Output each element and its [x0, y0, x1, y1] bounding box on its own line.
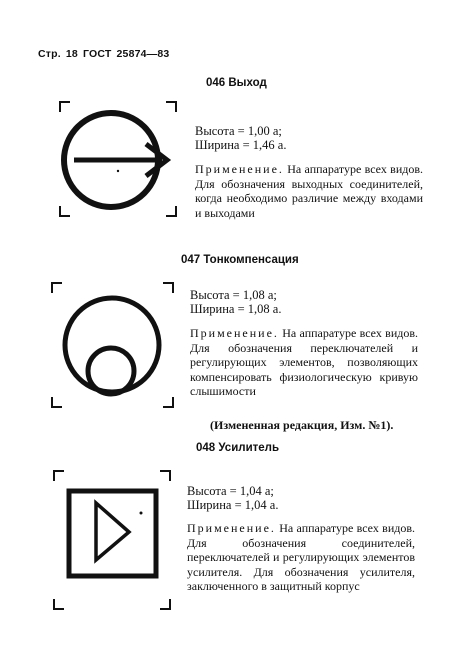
corner-mark-top-right: [160, 471, 170, 481]
corner-mark-top-left: [54, 471, 64, 481]
symbol-047-edit-note: (Измененная редакция, Изм. №1).: [210, 418, 394, 432]
symbol-048-width: Ширина = 1,04 а.: [187, 498, 279, 512]
symbol-048-usage: [187, 521, 415, 594]
usage-text: На аппаратуре всех видов. Для обозначения выходных соединителей, когда необходимо различие между входами и выходами: [195, 162, 424, 220]
page-label: Стр.: [38, 48, 61, 60]
symbol-046-height: Высота = 1,00 а;: [195, 124, 282, 138]
usage-label: Применение.: [187, 521, 276, 535]
amplifier-dot: [140, 512, 143, 515]
page-number: 18: [65, 48, 78, 60]
symbol-046-width: Ширина = 1,46 а.: [195, 138, 287, 152]
usage-text: На аппаратуре всех видов. Для обозначения соединителей, переключателей и регулирующих элементов усилителя. Для обозначения усилителя, заключенного в защитный корпус: [187, 521, 416, 593]
symbol-047-width: Ширина = 1,08 а.: [190, 302, 282, 316]
standard-label: ГОСТ: [82, 48, 112, 60]
corner-mark-bottom-left: [54, 599, 64, 609]
usage-label: Применение.: [195, 162, 284, 176]
usage-text: На аппаратуре всех видов. Для обозначения переключателей и регулирующих элементов, позволяющих компенсировать физиологическую кривую слышимости: [190, 326, 419, 398]
symbol-047-height: Высота = 1,08 а;: [190, 288, 277, 302]
amplifier-triangle-icon: [96, 503, 129, 560]
symbol-048-dimensions: [187, 484, 278, 512]
symbol-047-title: 047 Тонкомпенсация: [181, 254, 299, 266]
usage-label: Применение.: [190, 326, 279, 340]
corner-mark-bottom-right: [160, 599, 170, 609]
symbol-046-title: 046 Выход: [206, 77, 267, 89]
symbol-048-title: 048 Усилитель: [196, 442, 280, 454]
amplifier-box-icon: [69, 491, 156, 576]
symbol-048-height: Высота = 1,04 а;: [187, 484, 274, 498]
standard-number: 25874—83: [116, 48, 170, 60]
